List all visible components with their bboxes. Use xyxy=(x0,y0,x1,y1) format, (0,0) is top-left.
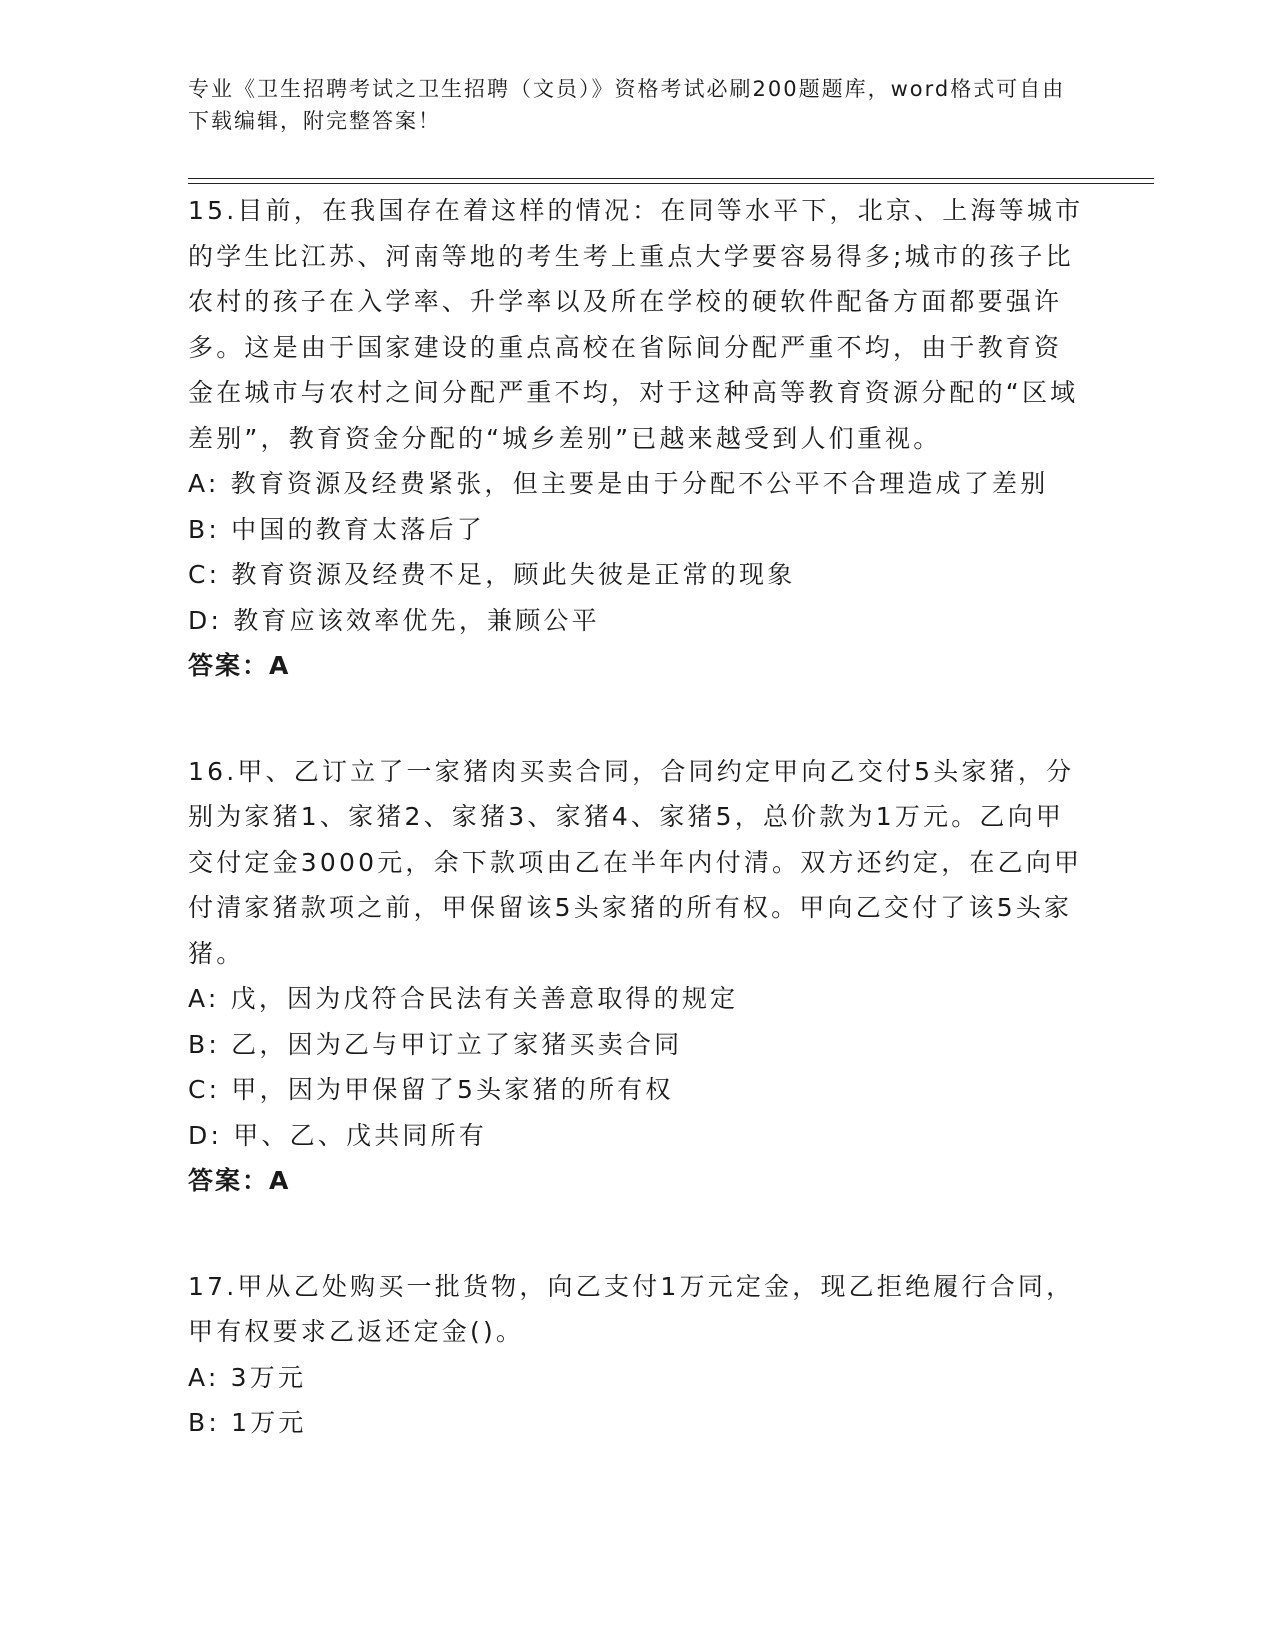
option-a: A: 教育资源及经费紧张，但主要是由于分配不公平不合理造成了差别 xyxy=(188,469,1049,498)
option-b: B: 乙，因为乙与甲订立了家猪买卖合同 xyxy=(188,1029,683,1059)
option-a: A: 3万元 xyxy=(188,1362,307,1392)
question-stem: 15.目前，在我国存在着这样的情况：在同等水平下，北京、上海等城市的学生比江苏、河南等地的考生考上重点大学要容易得多;城市的孩子比农村的孩子在入学率、升学率以及所在学校的硬软件配备方面都要强许多。这是由于国家建设的重点高校在省际间分配严重不均，由于教育资金在城市与农村之间分配严重不均，对于这种高等教育资源分配的“区域差别”，教育资金分配的“城乡差别”已越来越受到人们重视。 xyxy=(188,196,1084,453)
option-d: D: 甲、乙、戊共同所有 xyxy=(188,1120,488,1150)
question-16 xyxy=(188,749,1088,1204)
option-a: A: 戊，因为戊符合民法有关善意取得的规定 xyxy=(188,984,739,1013)
question-stem: 17.甲从乙处购买一批货物，向乙支付1万元定金，现乙拒绝履行合同，甲有权要求乙返还定金()。 xyxy=(188,1271,1075,1346)
question-stem: 16.甲、乙订立了一家猪肉买卖合同，合同约定甲向乙交付5头家猪，分别为家猪1、家猪2、家猪3、家猪4、家猪5，总价款为1万元。乙向甲交付定金3000元，余下款项由乙在半年内付清。双方还约定，在乙向甲付清家猪款项之前，甲保留该5头家猪的所有权。甲向乙交付了该5头家猪。 xyxy=(188,756,1083,968)
question-spacer xyxy=(188,689,1088,749)
question-list xyxy=(188,188,1088,1446)
option-d: D: 教育应该效率优先，兼顾公平 xyxy=(188,605,600,635)
header-rule-top xyxy=(188,178,1154,179)
option-c: C: 甲，因为甲保留了5头家猪的所有权 xyxy=(188,1075,674,1104)
option-b: B: 1万元 xyxy=(188,1408,307,1437)
document-header xyxy=(188,73,1068,137)
answer-label: 答案：A xyxy=(188,1166,291,1195)
answer-label: 答案：A xyxy=(188,651,291,680)
question-17 xyxy=(188,1264,1088,1446)
option-c: C: 教育资源及经费不足，顾此失彼是正常的现象 xyxy=(188,560,796,589)
question-15 xyxy=(188,188,1088,689)
question-spacer xyxy=(188,1204,1088,1264)
header-rule-bottom xyxy=(188,183,1154,184)
document-title: 专业《卫生招聘考试之卫生招聘（文员）》资格考试必刷200题题库，word格式可自由下载编辑，附完整答案！ xyxy=(188,77,1066,133)
option-b: B: 中国的教育太落后了 xyxy=(188,514,485,544)
